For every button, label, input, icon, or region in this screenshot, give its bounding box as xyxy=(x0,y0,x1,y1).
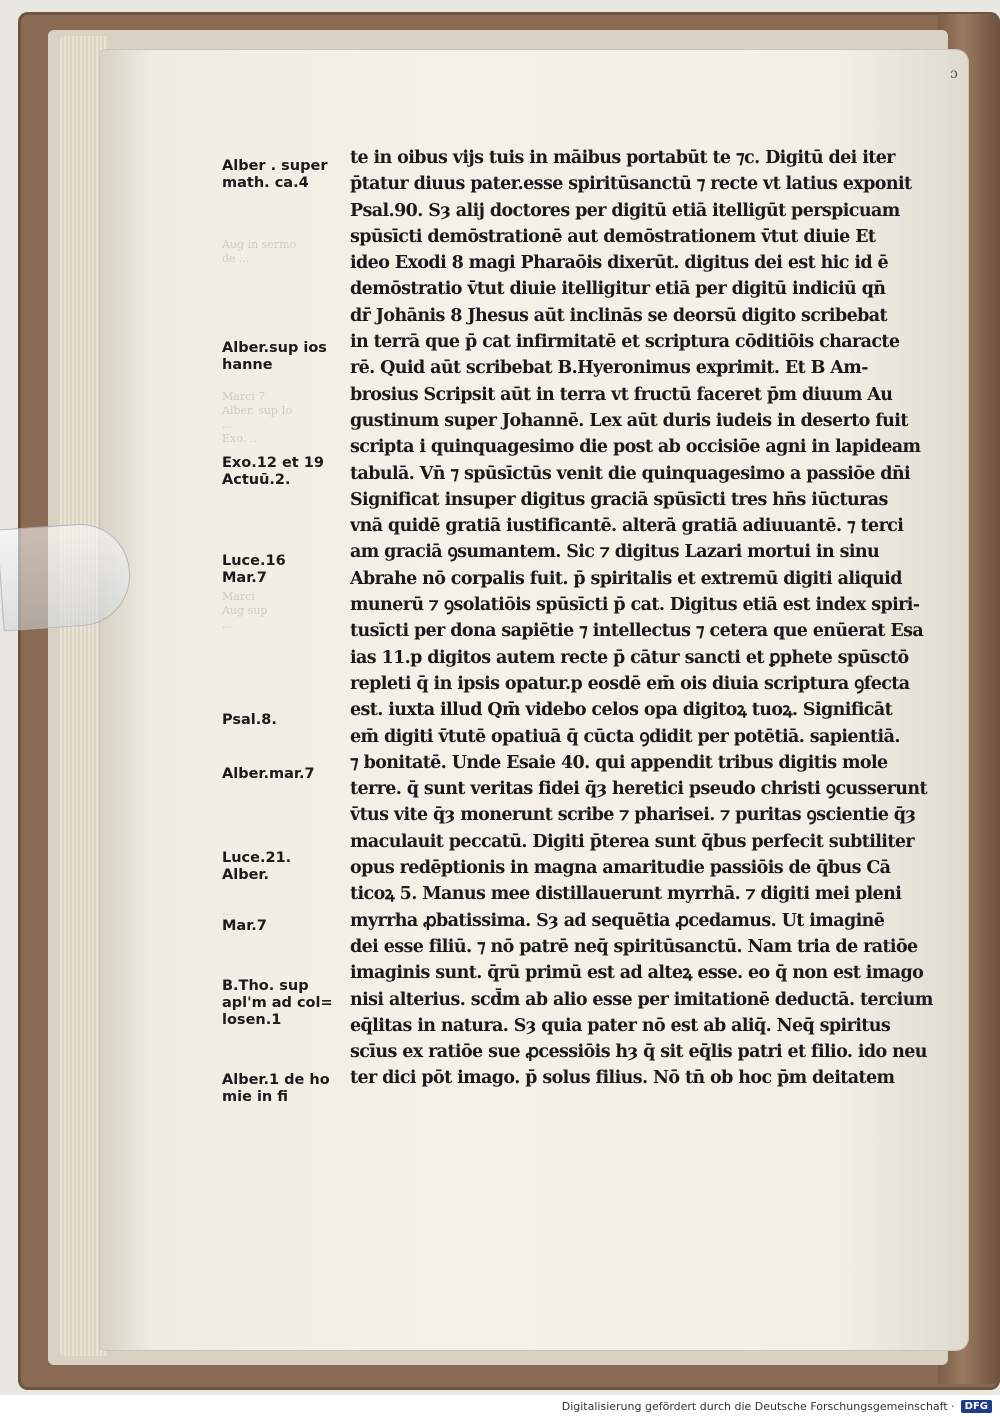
text-line: am graciā ꝯsumantem. Sic ⁊ digitus Lazari mortui in sinu xyxy=(350,542,880,563)
text-line: demōstratio v̄tut diuie itelligitur etiā per digitū indiciū qn̄ xyxy=(350,279,886,300)
text-line: Significat insuper digitus graciā spūsīcti tres hn̄s iūcturas xyxy=(350,489,888,510)
ghost-note: Marci Aug sup ... xyxy=(222,590,268,631)
text-line: repleti q̄ in ipsis opatur.p eosdē em̄ ois diuia scriptura ꝯfecta xyxy=(350,673,910,694)
footer-credit-text: Digitalisierung gefördert durch die Deutsche Forschungsgemeinschaft · xyxy=(561,1399,955,1413)
text-line: rē. Quid aūt scribebat B.Hyeronimus exprimit. Et B Am- xyxy=(350,358,868,379)
text-line: p̄tatur diuus pater.esse spiritūsanctū ⁊ recte vt latius exponit xyxy=(350,174,912,195)
ghost-note: Marci 7 Alber. sup Io ... xyxy=(222,390,293,431)
marginal-note: Luce.16 Mar.7 xyxy=(222,553,286,586)
text-line: scīus ex ratiōe sue ꝓcessiōis hȝ q̄ sit eq̄lis patri et filio. ido neu xyxy=(350,1042,927,1063)
ghost-note: Exo. .. xyxy=(222,432,257,445)
marginal-note: Alber.1 de ho mie in fi xyxy=(222,1072,330,1105)
text-line: terre. q̄ sunt veritas fidei q̄ȝ heretici pseudo christi ꝯcusserunt xyxy=(350,779,928,800)
text-line: tabulā. Vn̄ ⁊ spūsīctūs venit die quinquagesimo a passiōe dn̄i xyxy=(350,463,911,484)
text-line: Abrahe nō corpalis fuit. p̄ spiritalis et extremū digiti aliquid xyxy=(350,568,902,589)
text-line: scripta i quinquagesimo die post ab occisiōe agni in lapideam xyxy=(350,437,921,458)
text-line: tusīcti per dona sapiētie ⁊ intellectus ⁊ cetera que enūerat Esa xyxy=(350,621,924,642)
text-line: brosius Scripsit aūt in terra vt fructū faceret p̄m diuum Au xyxy=(350,384,893,405)
text-line: gustinum super Johannē. Lex aūt duris iudeis in deserto fuit xyxy=(350,410,908,431)
text-line: Psal.90. Sȝ alij doctores per digitū etiā itelligūt perspicuam xyxy=(350,200,900,221)
text-line: ticoꝝ 5. Manus mee distillauerunt myrrhā. ⁊ digiti mei pleni xyxy=(350,884,902,905)
text-line: in terrā que p̄ cat infirmitatē et scriptura cōditiōis characte xyxy=(350,332,900,353)
text-line: em̄ digiti v̄tutē opatiuā q̄ cūcta ꝯdidit per potētiā. sapientiā. xyxy=(350,726,900,747)
marginal-note: Exo.12 et 19 Actuū.2. xyxy=(222,455,324,488)
ghost-note: Aug in sermo de ... xyxy=(222,238,297,265)
text-line: nisi alterius. scd̄m ab alio esse per imitationē deductā. tercium xyxy=(350,989,933,1010)
text-line: eq̄litas in natura. Sȝ quia pater nō est ab aliq̄. Neq̄ spiritus xyxy=(350,1015,891,1036)
text-line: spūsīcti demōstrationē aut demōstrationem v̄tut diuie Et xyxy=(350,226,876,247)
ghost-note: ... xyxy=(222,905,233,918)
text-line: myrrha ꝓbatissima. Sȝ ad sequētia ꝓcedamus. Ut imaginē xyxy=(350,910,885,931)
text-line: munerū ⁊ ꝯsolatiōis spūsīcti p̄ cat. Digitus etiā est index spiri- xyxy=(350,595,920,616)
text-line: dr̄ Johānis 8 Jhesus aūt inclinās se deorsū digito scribebat xyxy=(350,305,888,326)
main-text-column xyxy=(350,145,938,1092)
dfg-logo: DFG xyxy=(961,1400,992,1413)
marginal-note: Mar.7 xyxy=(222,918,267,934)
marginal-note: Alber . super math. ca.4 xyxy=(222,158,328,191)
text-line: te in oibus vijs tuis in māibus portabūt te ⁊c. Digitū dei iter xyxy=(350,148,895,168)
text-line: opus redēptionis in magna amaritudie passiōis de q̄bus Cā xyxy=(350,858,891,879)
text-line: ⁊ bonitatē. Unde Esaie 40. qui appendit tribus digitis mole xyxy=(350,752,888,773)
text-line: ideo Exodi 8 magi Pharaōis dixerūt. digitus dei est hic id ē xyxy=(350,253,889,274)
text-line: est. iuxta illud Qm̄ videbo celos opa digitoꝝ tuoꝝ. Significāt xyxy=(350,700,893,721)
text-line: maculauit peccatū. Digiti p̄terea sunt q̄bus perfecit subtiliter xyxy=(350,831,914,852)
marginal-note: Alber.sup ios hanne xyxy=(222,340,327,373)
footer-credit xyxy=(562,1396,992,1416)
marginal-note: Luce.21. Alber. xyxy=(222,850,292,883)
marginal-note: Alber.mar.7 xyxy=(222,766,315,782)
text-line: ias 11.p digitos autem recte p̄ cātur sancti et ꝑphete spūsctō xyxy=(350,647,909,668)
text-line: dei esse filiū. ⁊ nō patrē neq̄ spiritūsanctū. Nam tria de ratiōe xyxy=(350,936,918,957)
text-line: v̄tus vite q̄ȝ monerunt scribe ⁊ pharisei. ⁊ puritas ꝯscientie q̄ȝ xyxy=(350,805,916,826)
text-line: vnā quidē gratiā iustificantē. alterā gratiā adiuuantē. ⁊ terci xyxy=(350,516,904,537)
marginal-note: Psal.8. xyxy=(222,712,277,728)
marginal-note: B.Tho. sup apl'm ad col= losen.1 xyxy=(222,978,333,1028)
folio-mark: ɔ xyxy=(950,66,958,82)
text-line: imaginis sunt. q̄rū primū est ad alteꝝ esse. eo q̄ non est imago xyxy=(350,963,924,984)
text-line: ter dici pōt imago. p̄ solus filius. Nō tn̄ ob hoc p̄m deitatem xyxy=(350,1068,895,1089)
